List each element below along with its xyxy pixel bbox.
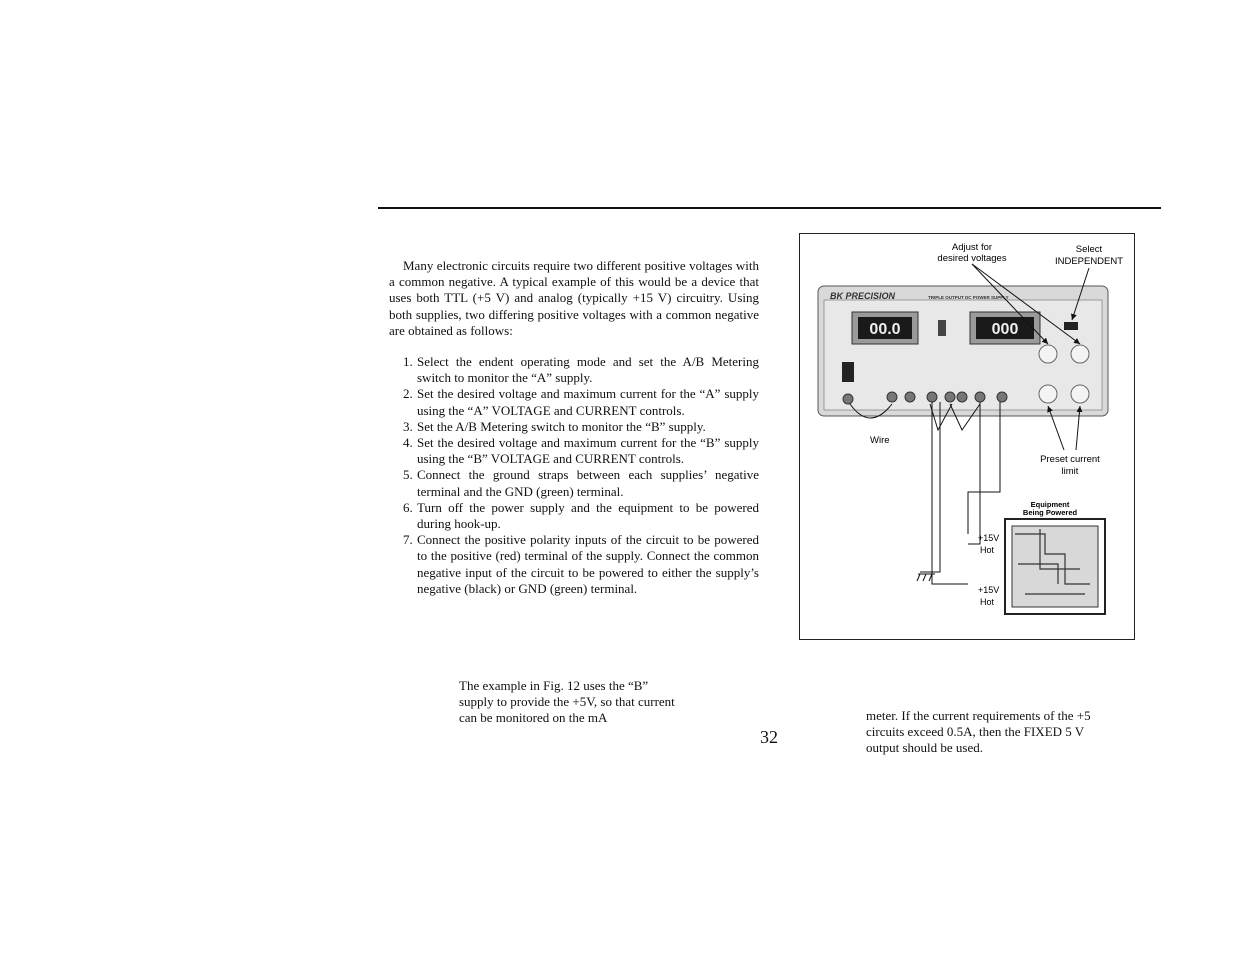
label-15v-a: +15V (978, 533, 1000, 543)
wire (968, 402, 1000, 534)
label-hot-a: Hot (980, 545, 995, 555)
power-switch (842, 362, 854, 382)
current-knob-a (1039, 385, 1057, 403)
terminal (887, 392, 897, 402)
step-number: 3. (403, 418, 413, 434)
label-select: Select (1075, 244, 1103, 255)
label-equipment-1: Equipment (1030, 500, 1070, 509)
figure-illustration (800, 234, 1134, 639)
terminal (843, 394, 853, 404)
brand-logo: BK PRECISION (830, 291, 896, 301)
header-rule (378, 207, 1161, 209)
note-text-left: The example in Fig. 12 uses the “B” supply to provide the +5V, so that current can be monitored on the mA (459, 678, 675, 726)
step-text: Set the desired voltage and maximum current for the “B” supply using the “B” VOLTAGE and CURRENT controls. (417, 435, 759, 467)
display-right-readout: 000 (991, 321, 1019, 338)
step-text: Set the A/B Metering switch to monitor the “B” supply. (417, 418, 706, 434)
label-hot-b: Hot (980, 597, 995, 607)
label-adjust-2: desired voltages (937, 253, 1007, 264)
step-text: Connect the ground straps between each supplies’ negative terminal and the GND (green) terminal. (417, 467, 759, 499)
step-number: 2. (403, 386, 413, 402)
label-wire: Wire (870, 435, 890, 446)
mode-switch (1064, 322, 1078, 330)
terminal (957, 392, 967, 402)
page-number: 32 (760, 727, 778, 747)
terminal (905, 392, 915, 402)
step-number: 6. (403, 499, 413, 515)
ground-symbol (917, 574, 920, 581)
steps-list (389, 354, 759, 597)
voltage-knob-a (1039, 345, 1057, 363)
label-independent: INDEPENDENT (1054, 256, 1124, 267)
label-equipment-2: Being Powered (1022, 508, 1078, 517)
power-supply-figure (799, 233, 1135, 640)
meter-switch (938, 320, 946, 336)
note-text-right: meter. If the current requirements of the +5 circuits exceed 0.5A, then the FIXED 5 V output should be used. (866, 708, 1091, 756)
terminal (975, 392, 985, 402)
display-left-readout: 00.0 (869, 321, 901, 338)
list-item (389, 419, 759, 435)
step-number: 1. (403, 354, 413, 369)
step-number: 5. (403, 467, 413, 483)
wire (968, 402, 980, 544)
label-adjust: Adjust for (951, 242, 993, 253)
step-number: 4. (403, 435, 413, 451)
equipment-board (1012, 526, 1098, 607)
step-number: 7. (403, 532, 413, 548)
step-text: Turn off the power supply and the equipment to be powered during hook-up. (417, 499, 759, 532)
terminal (997, 392, 1007, 402)
step-text: Set the desired voltage and maximum current for the “A” supply using the “A” VOLTAGE and CURRENT controls. (417, 386, 759, 418)
list-item (389, 435, 759, 467)
label-preset: Preset current (1040, 454, 1100, 465)
terminal (945, 392, 955, 402)
list-item (389, 354, 759, 386)
step-text: Select the endent operating mode and set the A/B Metering switch to monitor the “A” supply. (417, 354, 759, 386)
current-knob-b (1071, 385, 1089, 403)
panel-title: TRIPLE OUTPUT DC POWER SUPPLY (928, 295, 1009, 300)
list-item (389, 532, 759, 597)
ground-symbol (923, 574, 926, 581)
terminal (927, 392, 937, 402)
intro-paragraph: Many electronic circuits require two different positive voltages with a common negative. A typical example of this would be a device that uses both TTL (+5 V) and analog (typically +15 V) circuitry. Using both supplies, two differing positive voltages with a common negative are obtained as follows: (389, 258, 759, 338)
list-item (389, 500, 759, 532)
list-item (389, 467, 759, 499)
label-limit: limit (1061, 466, 1079, 477)
voltage-knob-b (1071, 345, 1089, 363)
list-item (389, 386, 759, 418)
step-text: Connect the positive polarity inputs of the circuit to be powered to the positive (red) terminal of the supply. Connect the common negative input of the circuit to be powered to either the supply’s negative (black) or GND (green) terminal. (417, 532, 759, 596)
label-15v-b: +15V (978, 585, 1000, 595)
